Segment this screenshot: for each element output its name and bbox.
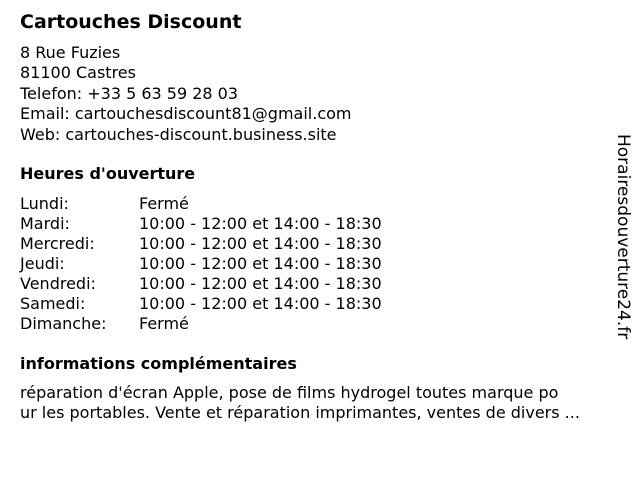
info-line: ur les portables. Vente et réparation imprimantes, ventes de divers ... <box>20 403 580 422</box>
time-value: 10:00 - 12:00 et 14:00 - 18:30 <box>139 274 382 293</box>
day-label: Samedi: <box>20 294 86 313</box>
time-value: Fermé <box>139 194 189 213</box>
site-watermark: Horairesdouverture24.fr <box>613 134 633 340</box>
time-value: 10:00 - 12:00 et 14:00 - 18:30 <box>139 294 382 313</box>
day-label: Mardi: <box>20 214 70 233</box>
time-value: 10:00 - 12:00 et 14:00 - 18:30 <box>139 234 382 253</box>
website-link[interactable]: Web: cartouches-discount.business.site <box>20 124 337 144</box>
day-label: Jeudi: <box>20 254 65 273</box>
time-value: 10:00 - 12:00 et 14:00 - 18:30 <box>139 254 382 273</box>
email-address[interactable]: Email: cartouchesdiscount81@gmail.com <box>20 104 352 124</box>
opening-hours-heading: Heures d'ouverture <box>20 164 196 183</box>
day-label: Mercredi: <box>20 234 95 253</box>
time-value: 10:00 - 12:00 et 14:00 - 18:30 <box>139 214 382 233</box>
time-value: Fermé <box>139 314 189 333</box>
business-name: Cartouches Discount <box>20 11 242 33</box>
street-address: 8 Rue Fuzies <box>20 43 121 62</box>
additional-info-text <box>20 383 632 423</box>
city-postcode: 81100 Castres <box>20 63 136 83</box>
day-label: Lundi: <box>20 194 69 213</box>
day-label: Vendredi: <box>20 274 96 293</box>
contact-block <box>20 43 352 145</box>
info-line: réparation d'écran Apple, pose de films hydrogel toutes marque po <box>20 383 559 402</box>
day-label: Dimanche: <box>20 314 107 333</box>
additional-info-heading: informations complémentaires <box>20 354 297 373</box>
phone-number[interactable]: Telefon: +33 5 63 59 28 03 <box>20 83 239 103</box>
